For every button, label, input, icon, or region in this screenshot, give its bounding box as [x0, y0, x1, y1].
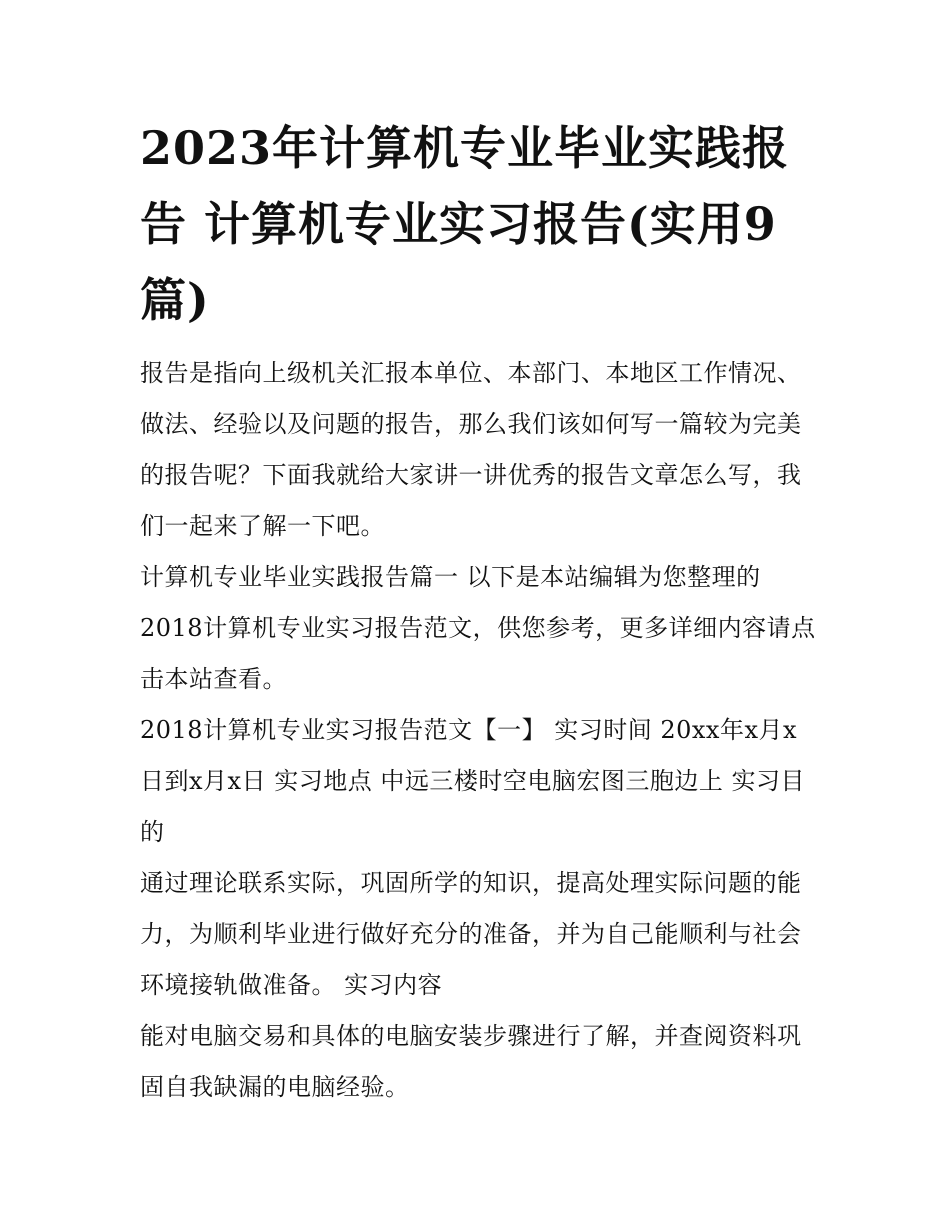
- paragraph-internship-info: 2018计算机专业实习报告范文【一】 实习时间 20xx年x月x日到x月x日 实习地点 中远三楼时空电脑宏图三胞边上 实习目的: [140, 716, 805, 846]
- paragraph-internship-content: 能对电脑交易和具体的电脑安装步骤进行了解，并查阅资料巩固自我缺漏的电脑经验。: [140, 1022, 802, 1101]
- paragraph-intro: 报告是指向上级机关汇报本单位、本部门、本地区工作情况、做法、经验以及问题的报告，那么我们该如何写一篇较为完美的报告呢？下面我就给大家讲一讲优秀的报告文章怎么写，我们一起来了解一下吧。: [140, 359, 802, 540]
- document-body: [140, 110, 820, 1113]
- paragraph-internship-purpose: 通过理论联系实际，巩固所学的知识，提高处理实际问题的能力，为顺利毕业进行做好充分的准备，并为自己能顺利与社会环境接轨做准备。 实习内容: [140, 869, 802, 999]
- document-title: 2023年计算机专业毕业实践报告 计算机专业实习报告(实用9篇): [140, 121, 790, 327]
- paragraph-section-one: 计算机专业毕业实践报告篇一 以下是本站编辑为您整理的2018计算机专业实习报告范文，供您参考，更多详细内容请点击本站查看。: [140, 563, 816, 693]
